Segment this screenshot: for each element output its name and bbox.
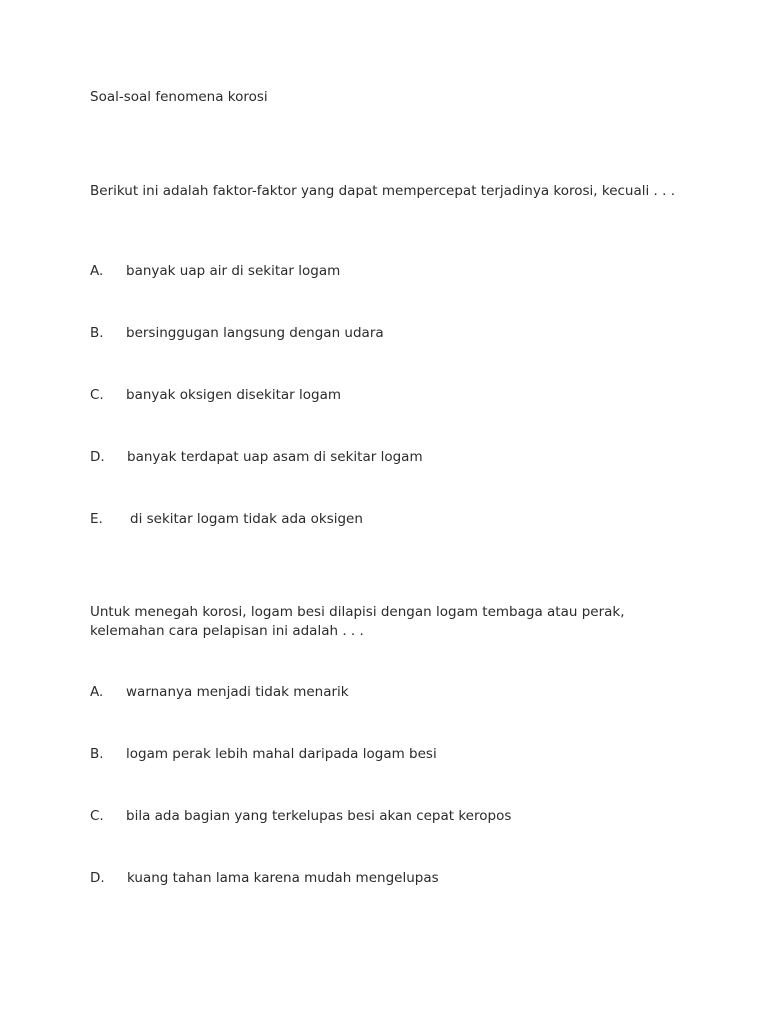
option-letter: E. [90,511,103,527]
question-2-prompt: Untuk menegah korosi, logam besi dilapisi dengan logam tembaga atau perak, kelemahan cara pelapisan ini adalah . . . [90,604,625,639]
option-text: banyak terdapat uap asam di sekitar logam [127,449,423,465]
option-letter: A. [90,684,104,700]
option-text: banyak oksigen disekitar logam [126,387,341,403]
option-letter: A. [90,263,104,279]
option-text: bila ada bagian yang terkelupas besi akan cepat keropos [126,808,512,824]
option-text: di sekitar logam tidak ada oksigen [130,511,363,527]
option-text: logam perak lebih mahal daripada logam besi [126,746,437,762]
option-letter: B. [90,325,104,341]
option-text: warnanya menjadi tidak menarik [126,684,349,700]
option-letter: C. [90,808,104,824]
option-letter: B. [90,746,104,762]
option-text: kuang tahan lama karena mudah mengelupas [127,870,439,886]
question-1-prompt: Berikut ini adalah faktor-faktor yang dapat mempercepat terjadinya korosi, kecuali . . . [90,183,675,199]
option-text: bersinggugan langsung dengan udara [126,325,384,341]
option-letter: D. [90,870,105,886]
option-letter: C. [90,387,104,403]
option-letter: D. [90,449,105,465]
option-text: banyak uap air di sekitar logam [126,263,341,279]
document-title: Soal-soal fenomena korosi [90,89,268,105]
